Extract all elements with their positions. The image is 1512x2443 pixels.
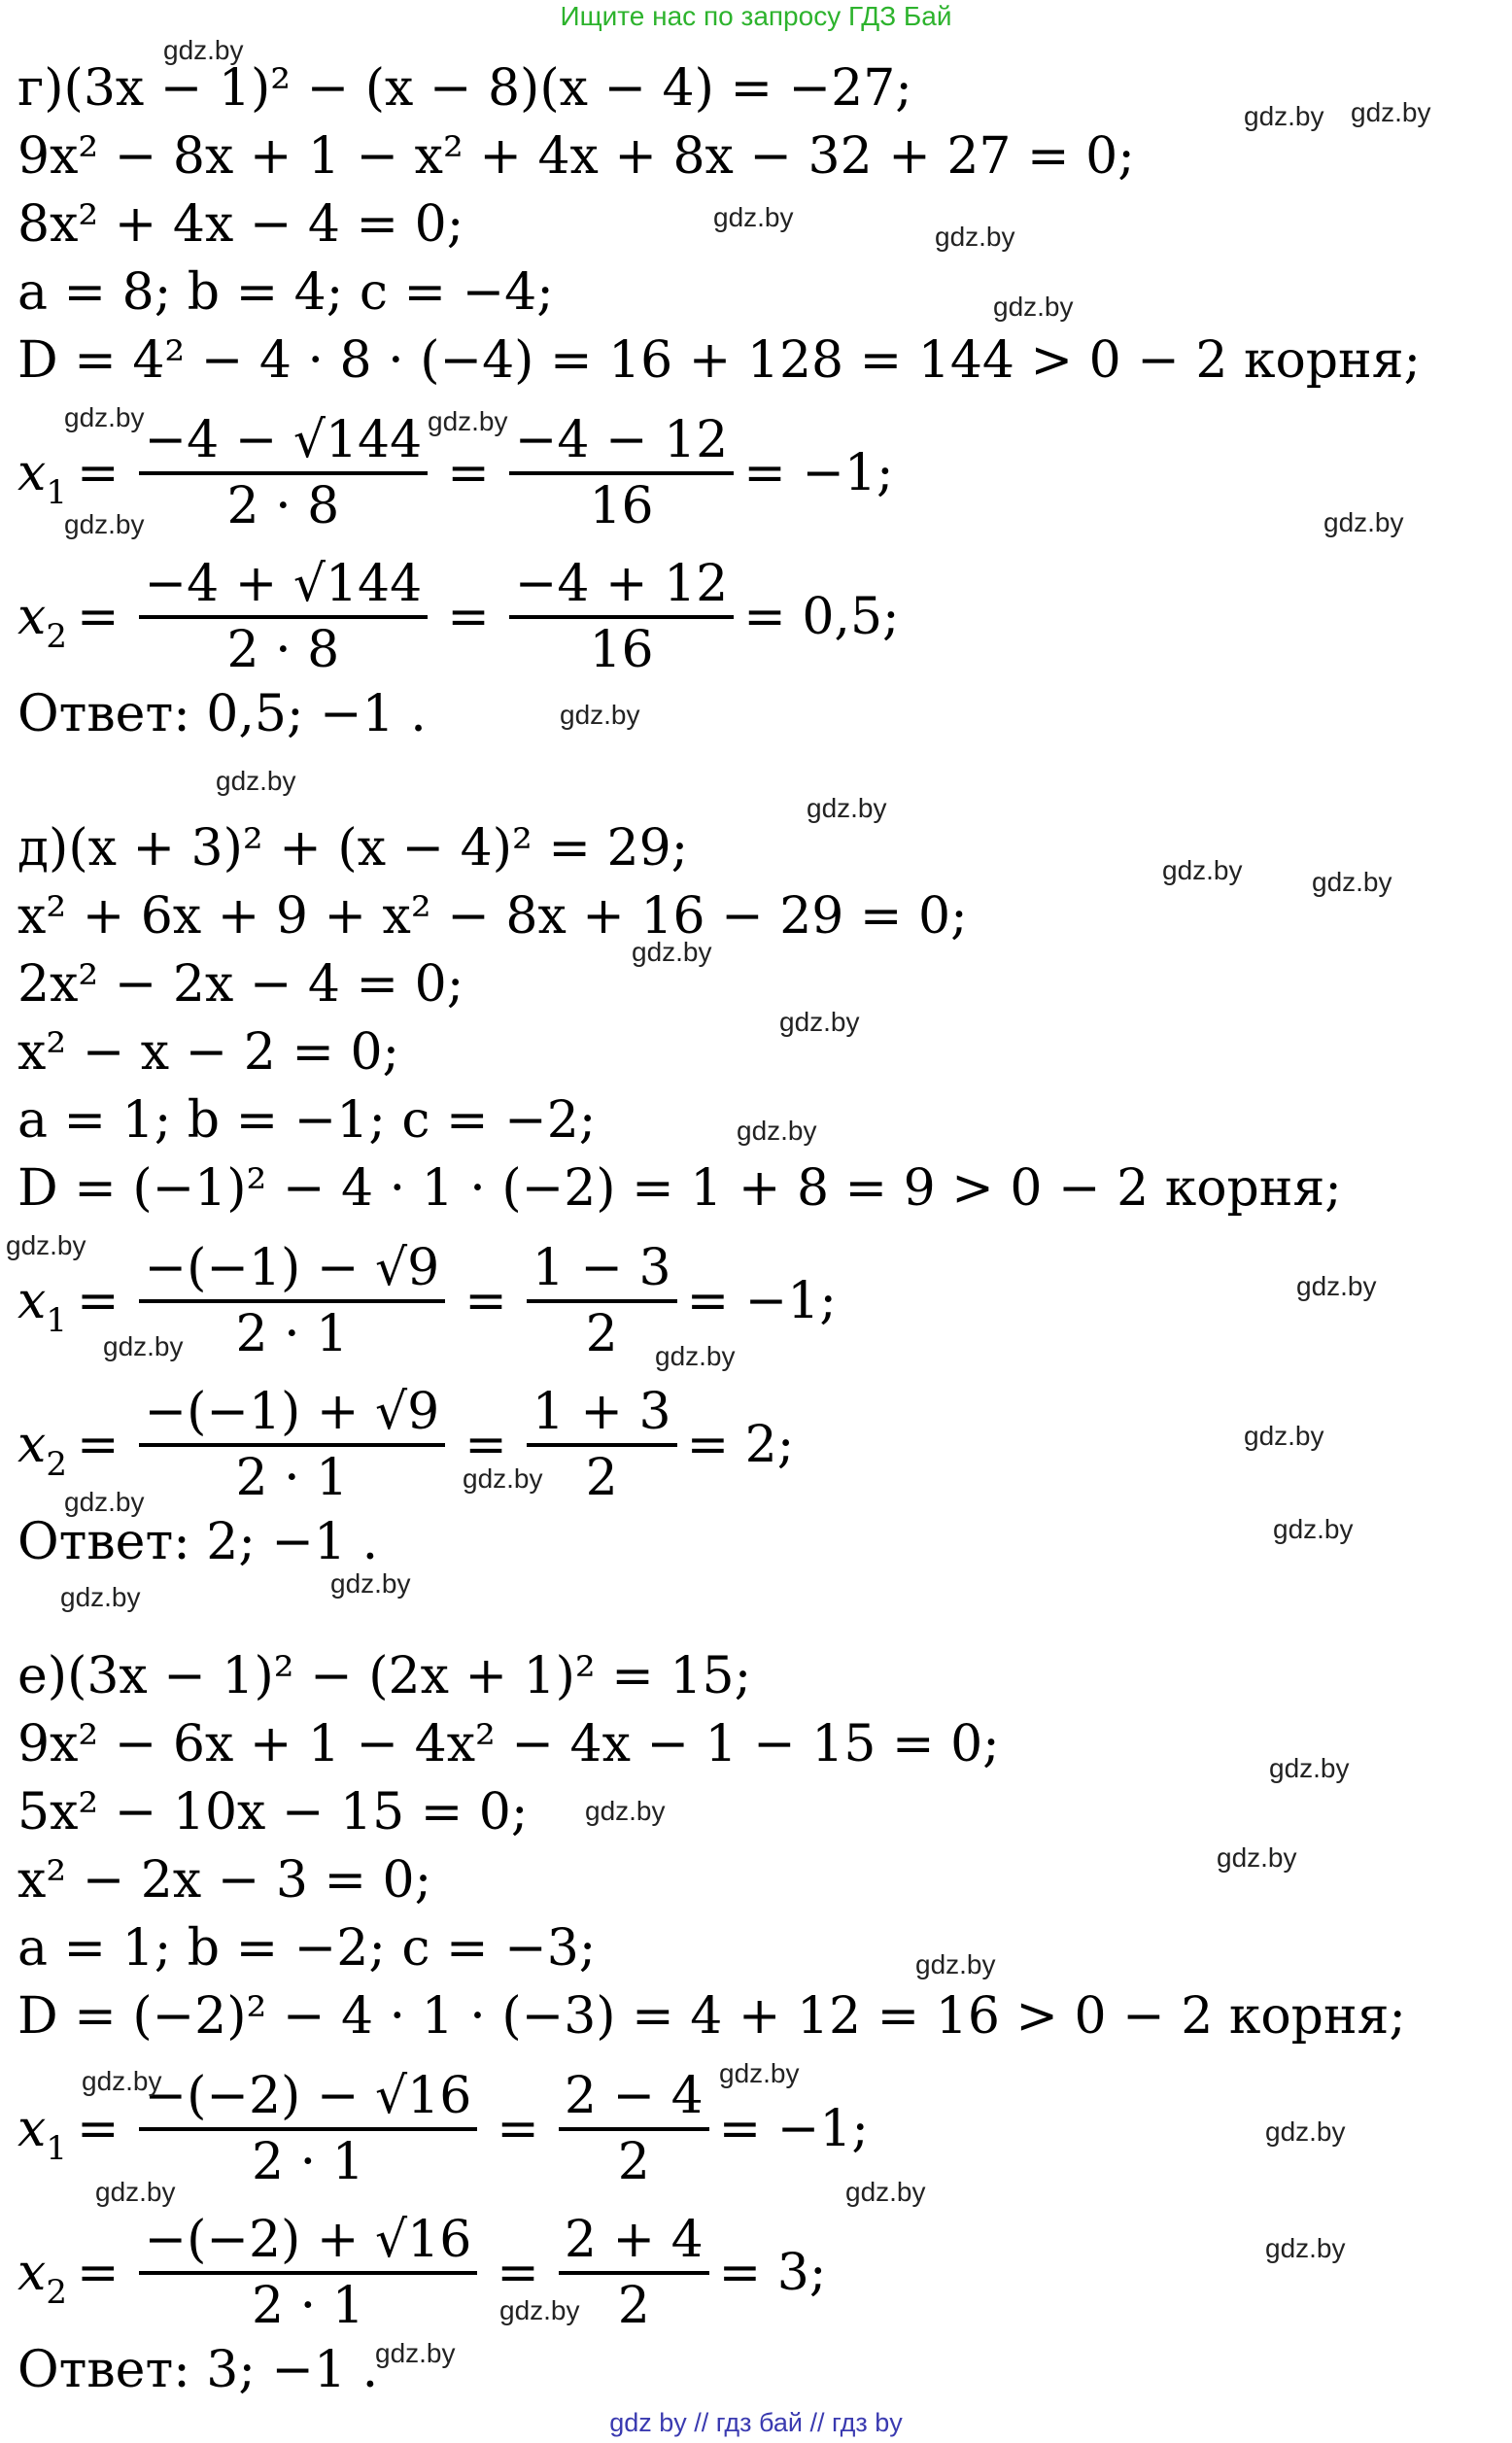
watermark: gdz.by	[1312, 867, 1392, 897]
part-e-step-2: 5x² − 10x − 15 = 0;	[17, 1783, 529, 1841]
part-g-coefficients: a = 8; b = 4; c = −4;	[17, 263, 554, 322]
watermark: gdz.by	[713, 202, 794, 232]
part-g-root-2: $x_2$ = $\frac{-4 + √144}{2 \cdot 8}$ = $\frac{-4 + 12}{16}$ = 0,5;	[17, 555, 900, 679]
part-e-step-3: x² − 2x − 3 = 0;	[17, 1851, 432, 1910]
watermark: gdz.by	[632, 937, 712, 967]
watermark: gdz.by	[95, 2177, 176, 2207]
watermark: gdz.by	[64, 1487, 145, 1517]
part-g-equation: г)(3x − 1)² − (x − 8)(x − 4) = −27;	[17, 59, 912, 118]
watermark: gdz.by	[779, 1007, 860, 1037]
footer-links[interactable]: gdz by // гдз бай // гдз by	[609, 2408, 903, 2437]
fraction: $\frac{-(-2) + √16}{2 \cdot 1}$	[139, 2209, 478, 2337]
fraction: $\frac{-4 + √144}{2 \cdot 8}$	[139, 553, 429, 681]
part-d-coefficients: a = 1; b = −1; c = −2;	[17, 1091, 597, 1150]
watermark: gdz.by	[375, 2338, 456, 2368]
watermark: gdz.by	[1265, 2116, 1346, 2147]
part-d-root-1: $x_1$ = $\frac{-(-1) - √9}{2 \cdot 1}$ = $\frac{1 - 3}{2}$ = −1;	[17, 1239, 837, 1363]
part-d-answer: Ответ: 2; −1 .	[17, 1513, 379, 1571]
part-d-equation: д)(x + 3)² + (x − 4)² = 29;	[17, 819, 689, 877]
part-d-root-2: $x_2$ = $\frac{-(-1) + √9}{2 \cdot 1}$ = $\frac{1 + 3}{2}$ = 2;	[17, 1383, 795, 1507]
watermark: gdz.by	[1162, 855, 1243, 885]
watermark: gdz.by	[1273, 1514, 1354, 1544]
part-g-root-1: $x_1$ = $\frac{-4 - √144}{2 \cdot 8}$ = $\frac{-4 - 12}{16}$ = −1;	[17, 411, 894, 535]
part-d-discriminant: D = (−1)² − 4 · 1 · (−2) = 1 + 8 = 9 > 0 − 2 корня;	[17, 1159, 1342, 1218]
watermark: gdz.by	[719, 2058, 800, 2088]
watermark: gdz.by	[82, 2066, 162, 2096]
watermark: gdz.by	[1351, 97, 1431, 127]
watermark: gdz.by	[64, 402, 145, 432]
top-banner[interactable]: Ищите нас по запросу ГДЗ Бай	[560, 1, 952, 31]
watermark: gdz.by	[60, 1582, 141, 1612]
fraction: $\frac{-4 + 12}{16}$	[509, 553, 734, 681]
part-e-root-1: $x_1$ = $\frac{-(-2) - √16}{2 \cdot 1}$ = $\frac{2 - 4}{2}$ = −1;	[17, 2067, 869, 2191]
fraction: $\frac{-4 - 12}{16}$	[509, 409, 734, 537]
watermark: gdz.by	[1269, 1753, 1350, 1783]
watermark: gdz.by	[737, 1116, 817, 1146]
part-g-answer: Ответ: 0,5; −1 .	[17, 685, 427, 743]
part-g-step-2: 8x² + 4x − 4 = 0;	[17, 195, 464, 254]
part-e-step-1: 9x² − 6x + 1 − 4x² − 4x − 1 − 15 = 0;	[17, 1715, 1000, 1773]
watermark: gdz.by	[1244, 1421, 1324, 1451]
fraction: $\frac{-(-1) - √9}{2 \cdot 1}$	[139, 1237, 446, 1365]
part-d-step-3: x² − x − 2 = 0;	[17, 1023, 400, 1082]
watermark: gdz.by	[64, 509, 145, 539]
watermark: gdz.by	[845, 2177, 926, 2207]
watermark: gdz.by	[1296, 1271, 1377, 1301]
watermark: gdz.by	[103, 1331, 184, 1361]
part-g-discriminant: D = 4² − 4 · 8 · (−4) = 16 + 128 = 144 > 0 − 2 корня;	[17, 331, 1422, 390]
watermark: gdz.by	[330, 1568, 411, 1599]
fraction: $\frac{2 - 4}{2}$	[559, 2065, 709, 2193]
fraction: $\frac{-(-1) + √9}{2 \cdot 1}$	[139, 1381, 446, 1509]
watermark: gdz.by	[1265, 2233, 1346, 2263]
fraction: $\frac{1 - 3}{2}$	[527, 1237, 677, 1365]
watermark: gdz.by	[1217, 1842, 1297, 1873]
watermark: gdz.by	[807, 793, 887, 823]
part-e-coefficients: a = 1; b = −2; c = −3;	[17, 1919, 597, 1978]
part-e-answer: Ответ: 3; −1 .	[17, 2341, 379, 2399]
watermark: gdz.by	[463, 1463, 543, 1494]
watermark: gdz.by	[216, 766, 296, 796]
part-g-step-1: 9x² − 8x + 1 − x² + 4x + 8x − 32 + 27 = 0;	[17, 127, 1135, 186]
part-e-discriminant: D = (−2)² − 4 · 1 · (−3) = 4 + 12 = 16 > 0 − 2 корня;	[17, 1987, 1406, 2046]
part-e-root-2: $x_2$ = $\frac{-(-2) + √16}{2 \cdot 1}$ = $\frac{2 + 4}{2}$ = 3;	[17, 2211, 827, 2335]
part-e-equation: е)(3x − 1)² − (2x + 1)² = 15;	[17, 1647, 752, 1705]
fraction: $\frac{-4 - √144}{2 \cdot 8}$	[139, 409, 429, 537]
fraction: $\frac{-(-2) - √16}{2 \cdot 1}$	[139, 2065, 478, 2193]
watermark: gdz.by	[1323, 507, 1404, 537]
watermark: gdz.by	[560, 700, 640, 730]
part-d-step-1: x² + 6x + 9 + x² − 8x + 16 − 29 = 0;	[17, 887, 968, 946]
watermark: gdz.by	[499, 2295, 580, 2325]
fraction: $\frac{1 + 3}{2}$	[527, 1381, 677, 1509]
watermark: gdz.by	[585, 1796, 666, 1826]
watermark: gdz.by	[163, 35, 244, 65]
watermark: gdz.by	[655, 1341, 736, 1371]
fraction: $\frac{2 + 4}{2}$	[559, 2209, 709, 2337]
part-d-step-2: 2x² − 2x − 4 = 0;	[17, 955, 464, 1014]
watermark: gdz.by	[428, 406, 508, 436]
watermark: gdz.by	[993, 292, 1074, 322]
watermark: gdz.by	[935, 222, 1015, 252]
watermark: gdz.by	[915, 1949, 996, 1979]
watermark: gdz.by	[6, 1230, 86, 1260]
watermark: gdz.by	[1244, 101, 1324, 131]
